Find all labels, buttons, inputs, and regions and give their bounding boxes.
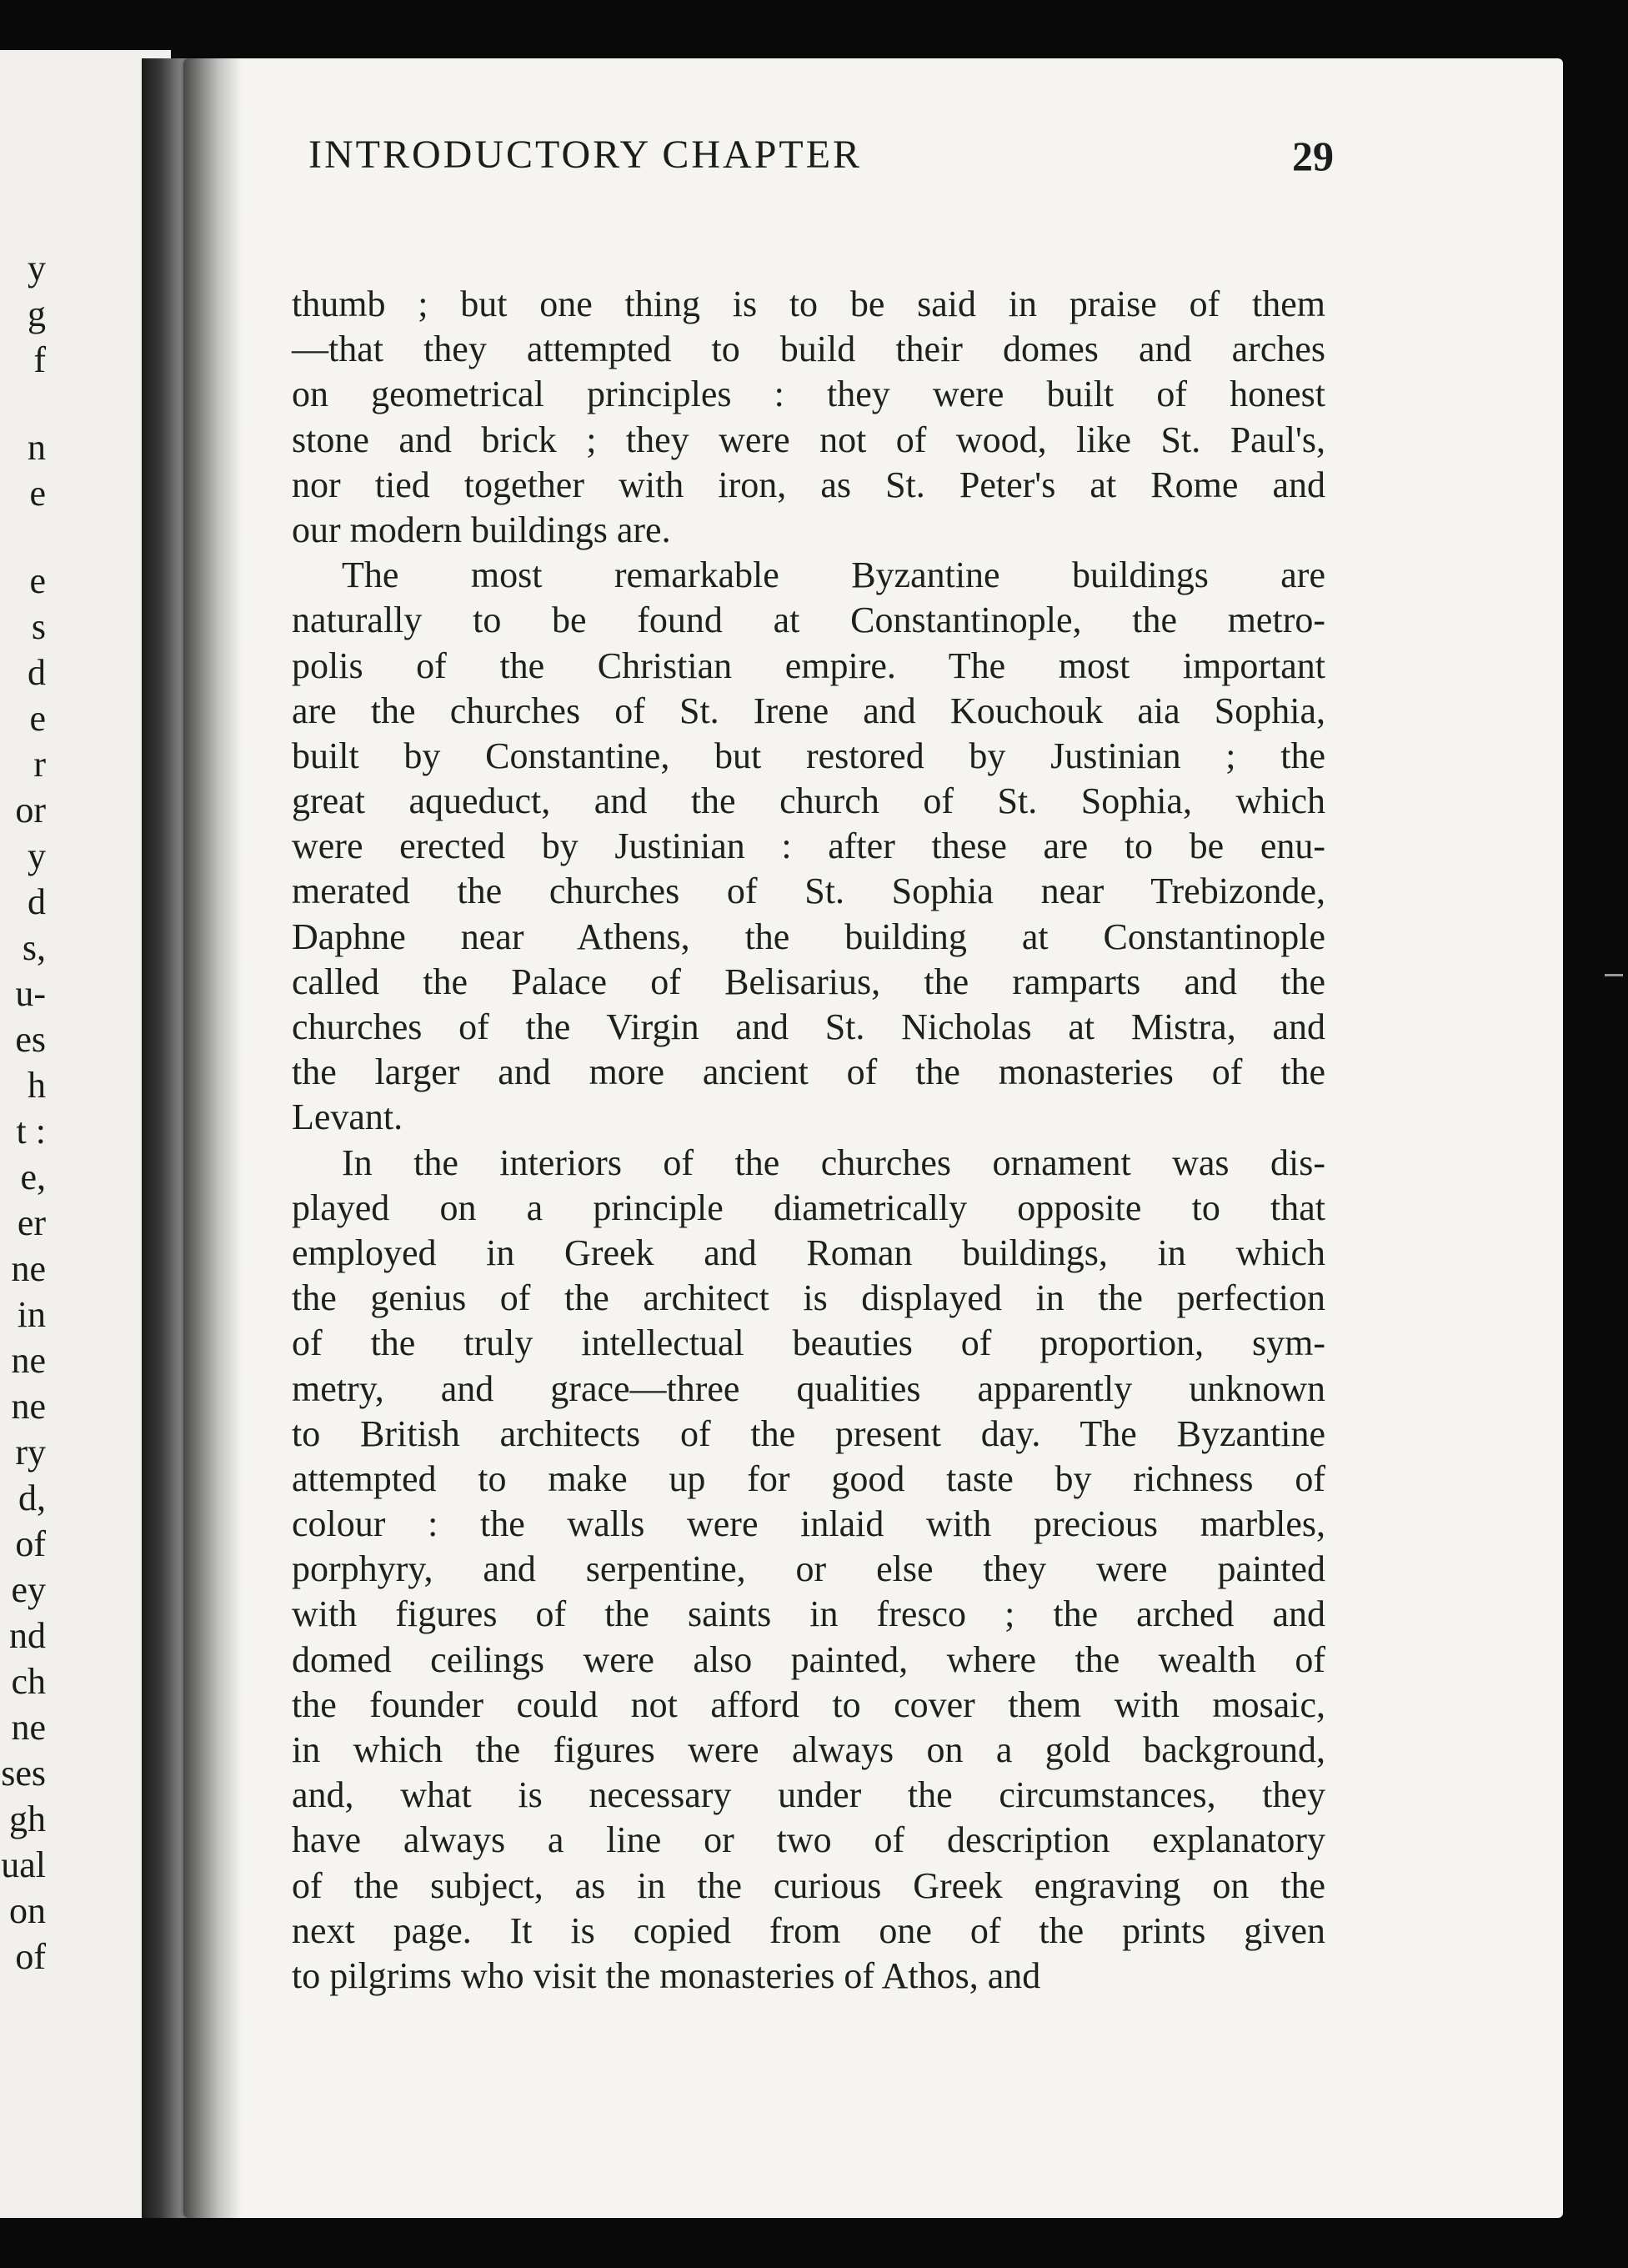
facing-page-fragment: d bbox=[28, 652, 46, 693]
text-line: nor tied together with iron, as St. Peter's at Rome and bbox=[292, 464, 1325, 505]
facing-page-fragment: d bbox=[28, 881, 46, 922]
text-line: the genius of the architect is displayed in the perfection bbox=[292, 1277, 1325, 1319]
text-line: of the truly intellectual beauties of proportion, sym- bbox=[292, 1322, 1325, 1364]
text-line: to pilgrims who visit the monasteries of Athos, and bbox=[292, 1954, 1041, 1996]
facing-page-fragment: s, bbox=[22, 927, 46, 968]
facing-page-fragment: er bbox=[17, 1202, 46, 1243]
text-line: great aqueduct, and the church of St. Sophia, which bbox=[292, 780, 1325, 822]
facing-page-fragment: f bbox=[33, 339, 46, 380]
facing-page-fragment: ey bbox=[11, 1569, 46, 1610]
facing-page-fragment: u- bbox=[15, 973, 46, 1014]
facing-page-fragment: e bbox=[29, 698, 46, 739]
facing-page-fragment: ry bbox=[15, 1432, 46, 1473]
facing-page-fragment: ch bbox=[11, 1661, 46, 1702]
text-line: have always a line or two of description explanatory bbox=[292, 1819, 1325, 1861]
facing-page-fragment: ne bbox=[11, 1340, 46, 1381]
facing-page-fragment: ne bbox=[11, 1386, 46, 1427]
text-line: of the subject, as in the curious Greek engraving on the bbox=[292, 1864, 1325, 1906]
facing-page-fragment: r bbox=[33, 744, 46, 785]
facing-page-fragment: ual bbox=[1, 1844, 46, 1885]
text-line: played on a principle diametrically opposite to that bbox=[292, 1187, 1325, 1228]
scan-border bbox=[1563, 0, 1628, 2268]
facing-page-fragment: h bbox=[28, 1065, 46, 1106]
text-line: with figures of the saints in fresco ; the arched and bbox=[292, 1593, 1325, 1635]
text-line: polis of the Christian empire. The most important bbox=[292, 645, 1325, 686]
facing-page-fragment: on bbox=[9, 1890, 46, 1931]
text-line: employed in Greek and Roman buildings, in which bbox=[292, 1232, 1325, 1273]
text-line: stone and brick ; they were not of wood, like St. Paul's, bbox=[292, 419, 1325, 460]
facing-page-fragment: ne bbox=[11, 1248, 46, 1289]
facing-page-fragment: e bbox=[29, 560, 46, 601]
text-line: were erected by Justinian : after these are to be enu- bbox=[292, 825, 1325, 867]
body-text bbox=[292, 282, 1325, 1999]
text-line: called the Palace of Belisarius, the ramparts and the bbox=[292, 961, 1325, 1002]
facing-page-fragment: ne bbox=[11, 1707, 46, 1748]
facing-page-fragment: y bbox=[28, 835, 46, 876]
text-line: thumb ; but one thing is to be said in praise of them bbox=[292, 284, 1325, 324]
text-line: domed ceilings were also painted, where the wealth of bbox=[292, 1638, 1325, 1680]
text-line: the founder could not afford to cover them with mosaic, bbox=[292, 1683, 1325, 1725]
text-line: on geometrical principles : they were built of honest bbox=[292, 374, 1325, 415]
text-line: In the interiors of the churches ornament was dis- bbox=[342, 1142, 1325, 1183]
text-line: attempted to make up for good taste by richness of bbox=[292, 1458, 1325, 1499]
facing-page-fragment: t : bbox=[16, 1111, 46, 1152]
text-line: —that they attempted to build their domes and arches bbox=[292, 329, 1325, 370]
facing-page-fragment: y bbox=[28, 248, 46, 289]
facing-page-fragment: of bbox=[15, 1936, 46, 1977]
facing-page-fragment: es bbox=[15, 1019, 46, 1060]
facing-page-fragment: nd bbox=[9, 1615, 46, 1656]
facing-page-fragment: ses bbox=[1, 1753, 46, 1794]
text-line: The most remarkable Byzantine buildings are bbox=[342, 554, 1325, 596]
facing-page-fragment: g bbox=[28, 294, 46, 334]
text-line: churches of the Virgin and St. Nicholas at Mistra, and bbox=[292, 1006, 1325, 1047]
running-title: INTRODUCTORY CHAPTER bbox=[308, 133, 863, 177]
running-header bbox=[308, 132, 1334, 182]
text-line: colour : the walls were inlaid with precious marbles, bbox=[292, 1503, 1325, 1545]
facing-page-fragment: d, bbox=[18, 1478, 46, 1518]
text-line: the larger and more ancient of the monasteries of the bbox=[292, 1051, 1325, 1093]
facing-page-fragment: of bbox=[15, 1523, 46, 1564]
text-line: merated the churches of St. Sophia near Trebizonde, bbox=[292, 871, 1325, 912]
text-line: naturally to be found at Constantinople, the metro- bbox=[292, 600, 1325, 641]
gutter-shadow bbox=[183, 58, 242, 2218]
text-line: metry, and grace—three qualities apparently unknown bbox=[292, 1367, 1325, 1409]
text-line: are the churches of St. Irene and Kouchouk aia Sophia, bbox=[292, 690, 1325, 731]
text-line: in which the figures were always on a gold background, bbox=[292, 1729, 1325, 1770]
facing-page-fragment: gh bbox=[9, 1799, 46, 1839]
text-line: our modern buildings are. bbox=[292, 509, 671, 550]
text-line: Daphne near Athens, the building at Constantinople bbox=[292, 916, 1325, 957]
facing-page-fragment: n bbox=[28, 427, 46, 468]
text-line: porphyry, and serpentine, or else they were painted bbox=[292, 1548, 1325, 1590]
facing-page-fragment: e bbox=[29, 473, 46, 514]
text-line: to British architects of the present day. The Byzantine bbox=[292, 1412, 1325, 1454]
text-line: next page. It is copied from one of the prints given bbox=[292, 1909, 1325, 1951]
page-number: 29 bbox=[1292, 133, 1334, 179]
text-line: Levant. bbox=[292, 1096, 403, 1138]
facing-page-fragment: or bbox=[15, 790, 46, 830]
scan-artifact bbox=[1605, 974, 1623, 976]
text-line: and, what is necessary under the circumstances, they bbox=[292, 1774, 1325, 1816]
facing-page-fragment: s bbox=[31, 606, 46, 647]
facing-page-fragment: in bbox=[17, 1294, 46, 1335]
facing-page-fragment: e, bbox=[20, 1157, 46, 1197]
text-line: built by Constantine, but restored by Justinian ; the bbox=[292, 735, 1325, 776]
